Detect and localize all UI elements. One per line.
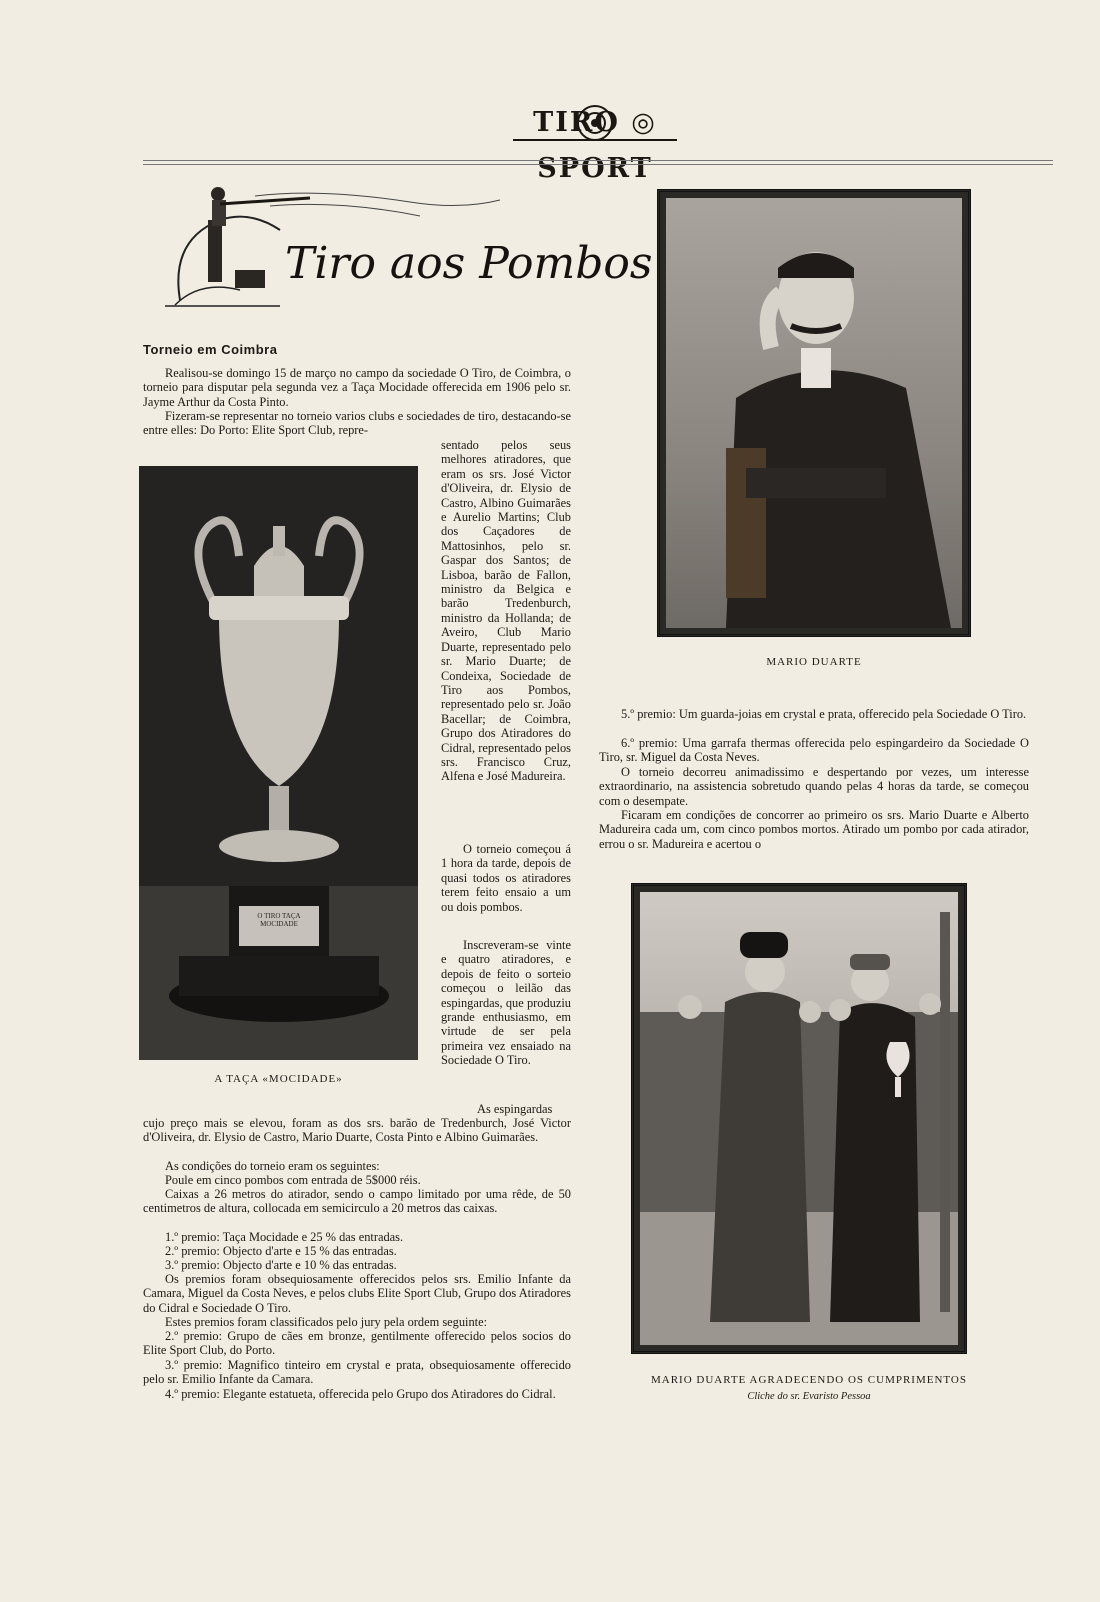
article-paragraph-4a: Inscreveram-se vinte e quatro atiradores, e depois de feito o sorteio começou o leilão das espingardas, que produziu grande enthusiasmo, em virtude de ser pela primeira vez ensaiado na Sociedade O Tiro. [441,938,571,1068]
ceremony-photo-credit: Cliche do sr. Evaristo Pessoa [747,1391,871,1402]
portrait-photo [657,189,971,637]
right-paragraph-3: O torneio decorreu animadissimo e despertando por vezes, um interesse extraordinario, na assistencia sobretudo quando pelas 4 horas da tarde, se começou com o desempate. [599,765,1029,808]
article-paragraph-4b-start: As espingardas [477,1102,553,1116]
article-paragraph-5: As condições do torneio eram os seguintes: [165,1159,380,1173]
header-rule-top [143,160,1053,161]
right-paragraph-1: 5.º premio: Um guarda-joias em crystal e prata, offerecido pela Sociedade O Tiro. [621,707,1027,721]
section-title-illustration [160,180,653,320]
right-paragraph-4: Ficaram em condições de concorrer ao primeiro os srs. Mario Duarte e Alberto Madureira cada um, com cinco pombos mortos. Atirado um pombo por cada atirador, errou o sr. Madureira e acertou o [599,808,1029,851]
ceremony-caption: MARIO DUARTE AGRADECENDO OS CUMPRIMENTOS [651,1374,967,1386]
section-title: Tiro aos Pombos [285,238,653,289]
trophy-caption: A TAÇA «MOCIDADE» [214,1073,343,1085]
article-paragraph-8: Os premios foram obsequiosamente offerecidos pelos srs. Emilio Infante da Camara, Miguel da Costa Neves, e pelos clubs Elite Sport Club, Grupo dos Atiradores do Cidral e Sociedade O Tiro. [143,1272,571,1315]
trophy-plate-text: O TIRO TAÇA MOCIDADE [257,912,301,928]
article-paragraph-9: Estes premios foram classificados pelo jury pela ordem seguinte: [165,1315,488,1329]
article-paragraph-1: Realisou-se domingo 15 de março no campo da sociedade O Tiro, de Coimbra, o torneio para disputar pela segunda vez a Taça Mocidade offerecida em 1906 pelo sr. Jayme Arthur da Costa Pinto. [143,366,571,409]
trophy-photo [139,466,418,1060]
trophy-cup-icon [139,466,418,1060]
article-subheading: Torneio em Coimbra [143,342,278,357]
masthead-text: TIRO ◎ SPORT [533,107,657,184]
prize-line-2: 2.º premio: Objecto d'arte e 15 % das entradas. [165,1244,397,1258]
article-paragraph-10: 2.º premio: Grupo de cães em bronze, gentilmente offerecido pelos socios do Elite Sport Club, do Porto. [143,1329,571,1358]
article-paragraph-6: Poule em cinco pombos com entrada de 5$000 réis. [165,1173,421,1187]
prize-line-1: 1.º premio: Taça Mocidade e 25 % das entradas. [165,1230,404,1244]
article-paragraph-4b: cujo preço mais se elevou, foram as dos srs. barão de Tredenburch, José Victor d'Oliveira, dr. Elysio de Castro, Mario Duarte, Costa Pinto e Albino Guimarães. [143,1116,571,1145]
handshake-scene-icon [640,892,958,1345]
masthead-logo [505,100,685,184]
article-paragraph-7: Caixas a 26 metros do atirador, sendo o campo limitado por uma rêde, de 50 centimetros de altura, collocada em semicirculo a 20 metros das caixas. [143,1187,571,1216]
article-paragraph-3: O torneio começou á 1 hora da tarde, depois de quasi todos os atiradores terem feito ensaio a um ou dois pombos. [441,842,571,914]
ceremony-photo [631,883,967,1354]
article-paragraph-11: 3.º premio: Magnifico tinteiro em crystal e prata, obsequiosamente offerecido pelo sr. Emilio Infante da Camara. [143,1358,571,1387]
portrait-caption: MARIO DUARTE [766,656,862,668]
prize-line-3: 3.º premio: Objecto d'arte e 10 % das entradas. [165,1258,397,1272]
seated-man-icon [666,198,962,628]
right-paragraph-2: 6.º premio: Uma garrafa thermas offerecida pelo espingardeiro da Sociedade O Tiro, sr. Miguel da Costa Neves. [599,736,1029,765]
article-paragraph-2b: sentado pelos seus melhores atiradores, que eram os srs. José Victor d'Oliveira, dr. Elysio de Castro, Albino Guimarães e Aurelio Martins; Club dos Caçadores de Mattosinhos, pelo sr. Gaspar dos Santos; de Lisboa, barão de Fallon, ministro da Belgica e barão Tredenburch, ministro da Hollanda; de Aveiro, Club Mario Duarte, representado pelo sr. Mario Duarte; de Condeixa, Sociedade de Tiro aos Pombos, representado pelo sr. João Bacellar; de Coimbra, Grupo dos Atiradores do Cidral, representado pelos srs. Francisco Cruz, Alfena e José Madureira. [441,438,571,784]
article-paragraph-12: 4.º premio: Elegante estatueta, offerecida pelo Grupo dos Atiradores do Cidral. [165,1387,556,1401]
header-rule-bottom [143,164,1053,165]
article-paragraph-2a: Fizeram-se representar no torneio varios clubs e sociedades de tiro, destacando-se entre elles: Do Porto: Elite Sport Club, repre- [143,409,571,438]
